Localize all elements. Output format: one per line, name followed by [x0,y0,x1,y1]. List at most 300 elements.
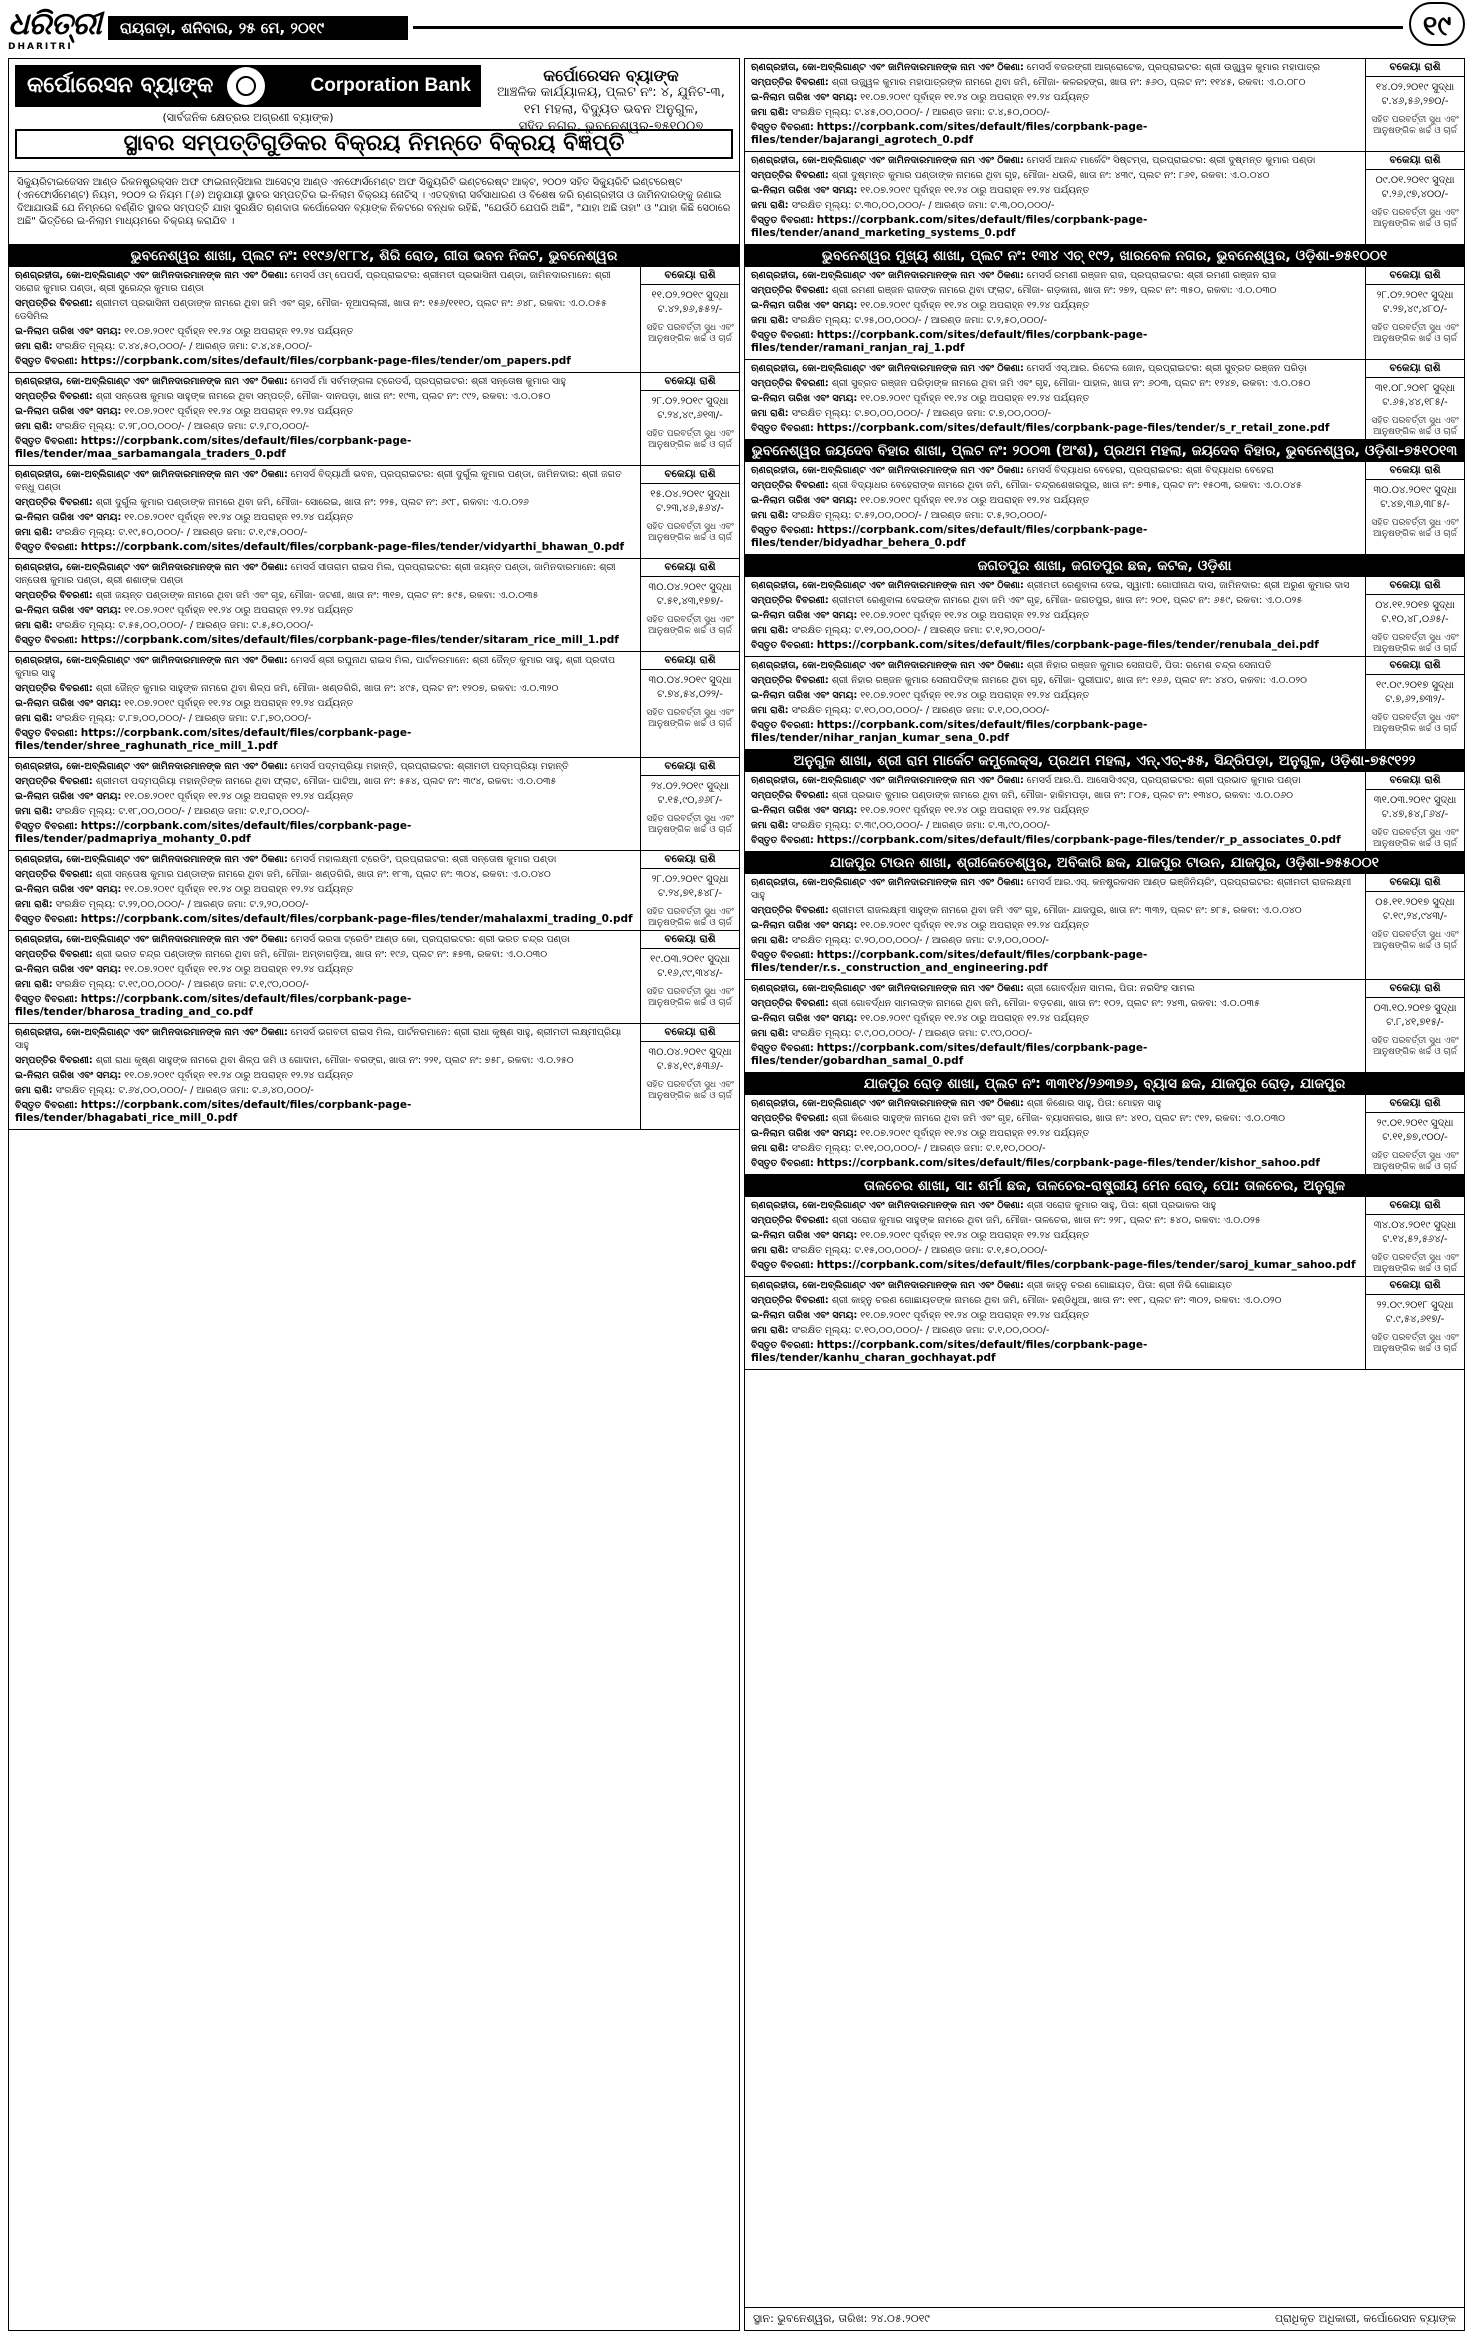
details-row [15,913,633,926]
property-description-row [15,948,633,961]
reserve-price-row [751,509,1358,522]
reserve-price-row [751,199,1358,212]
details-row [751,329,1358,355]
demand-header: ବକେୟା ରାଶି [1366,874,1464,892]
demand-amount: ୧୫.୦୪.୨୦୧୯ ସୁଦ୍ଧା ଟ.୨୩,୪୬,୫୬୪/- [650,489,730,514]
demand-header: ବକେୟା ରାଶି [641,373,739,391]
auction-notice [745,360,1464,440]
tender-link[interactable]: https://corpbank.com/sites/default/files/corpbank-page-files/tender/om_papers.pdf [80,355,571,367]
auction-date: ୧୧.୦୭.୨୦୧୯ ପୂର୍ବାହ୍ନ ୧୧.୨୪ ଠାରୁ ଅପରାହ୍ନ ୧୨.୨୪ ପର୍ଯ୍ୟନ୍ତ [124,698,354,709]
details-label: ବିସ୍ତୃତ ବିବରଣୀ: [751,835,814,846]
branch-header: ଭୁବନେଶ୍ୱର ମୁଖ୍ୟ ଶାଖା, ପ୍ଲଟ ନଂ: ୧୩୪ ଏଚ୍ ୧୯୨, ଖାରବେଳ ନଗର, ଭୁବନେଶ୍ୱର, ଓଡ଼ିଶା-୭୫୧୦୦୧ [745,245,1464,267]
details-row [15,541,633,554]
auction-date-row [751,689,1358,702]
auction-date-row [751,609,1358,622]
details-label: ବିସ୍ତୃତ ବିବରଣୀ: [15,635,78,646]
notice-text [745,267,1364,359]
auction-date: ୧୧.୦୭.୨୦୧୯ ପୂର୍ବାହ୍ନ ୧୧.୨୪ ଠାରୁ ଅପରାହ୍ନ ୧୨.୨୪ ପର୍ଯ୍ୟନ୍ତ [124,406,354,417]
notice-text [745,152,1364,244]
auction-date-label: ଇ-ନିଲାମ ତାରିଖ ଏବଂ ସମୟ: [15,791,122,802]
property-description-label: ସମ୍ପତ୍ତିର ବିବରଣୀ: [751,77,829,88]
details-row [751,719,1358,745]
borrower-details-row [751,982,1358,995]
auction-notice [745,657,1464,750]
borrower-details: ମେସର୍ସ ରମଣୀ ରଞ୍ଜନ ରାଜ, ପ୍ରପ୍ରାଇଟର: ଶ୍ରୀ ରମଣୀ ରଞ୍ଜନ ରାଜ [1026,270,1277,281]
demand-box [640,373,739,465]
auction-date: ୧୧.୦୭.୨୦୧୯ ପୂର୍ବାହ୍ନ ୧୧.୨୪ ଠାରୁ ଅପରାହ୍ନ ୧୨.୨୪ ପର୍ଯ୍ୟନ୍ତ [124,884,354,895]
property-description-row [15,297,633,323]
details-label: ବିସ୍ତୃତ ବିବରଣୀ: [15,1100,78,1111]
borrower-details-row [15,468,633,494]
tender-link[interactable]: https://corpbank.com/sites/default/files/corpbank-page-files/tender/renubala_dei.pdf [816,639,1319,651]
reserve-price: ସଂରକ୍ଷିତ ମୂଲ୍ୟ: ଟ.୨୮,୦୦,୦୦୦/- / ଆରଣ୍ଡ ଜମା: ଟ.୨,୮୦,୦୦୦/- [55,421,310,432]
borrower-details-label: ଋଣଗ୍ରହୀତା, କୋ-ଅବ୍ଲିଗାଣ୍ଟ ଏବଂ ଜାମିନଦାରମାନଙ୍କ ନାମ ଏବଂ ଠିକଣା: [751,270,1024,281]
property-description-label: ସମ୍ପତ୍ତିର ବିବରଣୀ: [751,285,829,296]
office-line: ସହିଦ ନଗର, ଭୁବନେଶ୍ୱର-୭୫୧୦୦୭ [518,119,704,134]
borrower-details-label: ଋଣଗ୍ରହୀତା, କୋ-ଅବ୍ଲିଗାଣ୍ଟ ଏବଂ ଜାମିନଦାରମାନଙ୍କ ନାମ ଏବଂ ଠିକଣା: [15,854,288,865]
property-description-row [15,589,633,602]
details-row [15,727,633,753]
borrower-details-label: ଋଣଗ୍ରହୀତା, କୋ-ଅବ୍ଲିଗାଣ୍ଟ ଏବଂ ଜାମିନଦାରମାନଙ୍କ ନାମ ଏବଂ ଠିକଣା: [751,465,1024,476]
auction-date: ୧୧.୦୭.୨୦୧୯ ପୂର୍ବାହ୍ନ ୧୧.୨୪ ଠାରୁ ଅପରାହ୍ନ ୧୨.୨୪ ପର୍ଯ୍ୟନ୍ତ [860,300,1090,311]
tender-link[interactable]: https://corpbank.com/sites/default/files/corpbank-page-files/tender/bidyadhar_behera_0.pdf [751,524,1148,549]
auction-date-label: ଇ-ନିଲାମ ତାରିଖ ଏବଂ ସମୟ: [751,920,858,931]
property-description: ଶ୍ରୀ ଗୋବର୍ଦ୍ଧନ ସାମଲଙ୍କ ନାମରେ ଥିବା ଜମି, ମୌଜା- ବଡ଼ଚଣା, ଖାତା ନଂ: ୧୦୨, ପ୍ଲଟ ନଂ: ୨୪୩, ରକବା: ଏ.୦.୦୩୫ [831,998,1260,1009]
property-description: ଶ୍ରୀ ଜୟନ୍ତ ପଣ୍ଡାଙ୍କ ନାମରେ ଥିବା ଜମି ଏବଂ ଗୃହ, ମୌଜା- ଜଟଣୀ, ଖାତା ନଂ: ୩୧୭, ପ୍ଲଟ ନଂ: ୫୯୫, ରକବା: ଏ.୦.୦୩୫ [95,590,539,601]
auction-date-row [15,790,633,803]
borrower-details: ଶ୍ରୀମତୀ ରେଣୁବାଳା ଦେଇ, ସ୍ୱାମୀ: ଗୋପୀନାଥ ଦାସ, ଜାମିନଦାର: ଶ୍ରୀ ଅରୁଣ କୁମାର ଦାସ [1026,580,1350,591]
reserve-price-row [751,314,1358,327]
reserve-price: ସଂରକ୍ଷିତ ମୂଲ୍ୟ: ଟ.୨୫,୦୦,୦୦୦/- / ଆରଣ୍ଡ ଜମା: ଟ.୨,୫୦,୦୦୦/- [791,315,1048,326]
property-description: ଶ୍ରୀ ଜୈନ୍ତ କୁମାର ସାହୁଙ୍କ ନାମରେ ଥିବା ଶିଳ୍ପ ଜମି, ମୌଜା- ଖଣ୍ଡଗିରି, ଖାତା ନଂ: ୪୯୫, ପ୍ଲଟ ନଂ: ୧୨୦୭, ରକବା: ଏ.୦.୩୨୦ [95,683,559,694]
borrower-details-row [15,375,633,388]
property-description-row [751,76,1358,89]
borrower-details-row [15,561,633,587]
details-row [751,1259,1358,1272]
borrower-details: ଶ୍ରୀ କାହ୍ନୁ ଚରଣ ଗୋଛାୟତ, ପିତା: ଶ୍ରୀ ନିଭି ଗୋଛାୟତ [1026,1280,1232,1291]
details-label: ବିସ୍ତୃତ ବିବରଣୀ: [751,1158,814,1169]
borrower-details-row [751,1097,1358,1110]
demand-amount: ୦୯.୦୧.୨୦୧୯ ସୁଦ୍ଧା ଟ.୨୬,୯୭,୪୦୦/- [1375,175,1455,200]
auction-date-row [15,963,633,976]
reserve-price: ସଂରକ୍ଷିତ ମୂଲ୍ୟ: ଟ.୩୦,୦୦,୦୦୦/- / ଆରଣ୍ଡ ଜମା: ଟ.୩,୦୦,୦୦୦/- [791,200,1055,211]
tender-link[interactable]: https://corpbank.com/sites/default/files/corpbank-page-files/tender/s_r_retail_zone.pdf [816,422,1330,434]
reserve-price-label: ଜମା ରାଶି: [751,1325,789,1336]
interest-note: ସହିତ ପରବର୍ତ୍ତୀ ସୁଧ ଏବଂ ଆନୁଷଙ୍ଗିକ ଖର୍ଚ୍ଚ ଓ ଚାର୍ଜ [1371,633,1459,654]
tender-link[interactable]: https://corpbank.com/sites/default/files/corpbank-page-files/tender/kanhu_charan_gochhayat.pdf [751,1339,1148,1364]
interest-note: ସହିତ ପରବର୍ତ୍ତୀ ସୁଧ ଏବଂ ଆନୁଷଙ୍ଗିକ ଖର୍ଚ୍ଚ ଓ ଚାର୍ଜ [646,987,734,1008]
interest-note: ସହିତ ପରବର୍ତ୍ତୀ ସୁଧ ଏବଂ ଆନୁଷଙ୍ଗିକ ଖର୍ଚ୍ଚ ଓ ଚାର୍ଜ [646,615,734,636]
reserve-price-label: ଜମା ରାଶି: [751,935,789,946]
branch-header: ଯାଜପୁର ଟାଉନ ଶାଖା, ଶ୍ରୀକେତେଶ୍ୱର, ଅବିକାରି ଛକ, ଯାଜପୁର ଟାଉନ, ଯାଜପୁର, ଓଡ଼ିଶା-୭୫୫୦୦୧ [745,852,1464,874]
details-row [751,214,1358,240]
demand-box [1365,1095,1464,1174]
property-description-label: ସମ୍ପତ୍ତିର ବିବରଣୀ: [15,298,93,309]
reserve-price: ସଂରକ୍ଷିତ ମୂଲ୍ୟ: ଟ.୪୪,୫୦,୦୦୦/- / ଆରଣ୍ଡ ଜମା: ଟ.୪,୪୫,୦୦୦/- [55,341,313,352]
details-label: ବିସ୍ତୃତ ବିବରଣୀ: [15,994,78,1005]
borrower-details: ମେସର୍ସ ଆର.ଏସ୍. କନଷ୍ଟ୍ରକସନ ଆଣ୍ଡ ଇଞ୍ଜିନିୟରିଂ, ପ୍ରପ୍ରାଇଟର: ଶ୍ରୀମତୀ ରାଜଲକ୍ଷ୍ମୀ ସାହୁ [751,877,1352,901]
borrower-details: ମେସର୍ସ ଭଗବତୀ ରାଇସ ମିଲ, ପାର୍ଟନରମାନେ: ଶ୍ରୀ ରାଧା କୃଷ୍ଣ ସାହୁ, ଶ୍ରୀମତୀ ଲକ୍ଷ୍ମୀପ୍ରିୟା ସାହୁ [15,1027,622,1051]
interest-note: ସହିତ ପରବର୍ତ୍ତୀ ସୁଧ ଏବଂ ଆନୁଷଙ୍ଗିକ ଖର୍ଚ୍ଚ ଓ ଚାର୍ଜ [646,814,734,835]
reserve-price: ସଂରକ୍ଷିତ ମୂଲ୍ୟ: ଟ.୧୦,୦୦,୦୦୦/- / ଆରଣ୍ଡ ଜମା: ଟ.୧,୦୦,୦୦୦/- [791,705,1050,716]
auction-notice [745,1095,1464,1175]
property-description-row [751,377,1358,390]
property-description-row [15,496,633,509]
auction-notice [745,267,1464,360]
interest-note: ସହିତ ପରବର୍ତ୍ତୀ ସୁଧ ଏବଂ ଆନୁଷଙ୍ଗିକ ଖର୍ଚ୍ଚ ଓ ଚାର୍ଜ [1371,208,1459,229]
auction-date-label: ଇ-ନିଲାମ ତାରିଖ ଏବଂ ସମୟ: [751,690,858,701]
borrower-details: ମେସର୍ସ ଆର.ପି. ଆସୋସିଏଟ୍ସ, ପ୍ରପ୍ରାଇଟର: ଶ୍ରୀ ପ୍ରଭାତ କୁମାର ପଣ୍ଡା [1026,775,1301,786]
page-number: ୧୯ [1409,2,1465,46]
borrower-details: ମେସର୍ସ ଆନନ୍ଦ ମାର୍କେଟିଂ ସିଷ୍ଟମ୍ସ, ପ୍ରପ୍ରାଇଟର: ଶ୍ରୀ ଦୁଷ୍ମନ୍ତ କୁମାର ପଣ୍ଡା [1026,155,1316,166]
auction-date-row [751,184,1358,197]
auction-date-label: ଇ-ନିଲାମ ତାରିଖ ଏବଂ ସମୟ: [15,964,122,975]
interest-note: ସହିତ ପରବର୍ତ୍ତୀ ସୁଧ ଏବଂ ଆନୁଷଙ୍ଗିକ ଖର୍ଚ୍ଚ ଓ ଚାର୍ଜ [646,522,734,543]
demand-amount: ୧୯.୦୯.୨୦୧୭ ସୁଦ୍ଧା ଟ.୭,୬୨,୭୩୨/- [1376,680,1454,705]
interest-note: ସହିତ ପରବର୍ତ୍ତୀ ସୁଧ ଏବଂ ଆନୁଷଙ୍ଗିକ ଖର୍ଚ୍ଚ ଓ ଚାର୍ଜ [646,907,734,928]
borrower-details-row [751,154,1358,167]
demand-box [640,267,739,372]
bank-office-address [487,67,735,135]
notice-text [9,267,639,372]
auction-notice [9,373,739,466]
dateline: ରାୟଗଡ଼ା, ଶନିବାର, ୨୫ ମେ, ୨୦୧୯ [108,16,408,40]
property-description-row [15,1054,633,1067]
demand-header: ବକେୟା ରାଶି [1366,657,1464,675]
demand-header: ବକେୟା ରାଶି [641,851,739,869]
borrower-details-label: ଋଣଗ୍ରହୀତା, କୋ-ଅବ୍ଲିଗାଣ୍ଟ ଏବଂ ଜାମିନଦାରମାନଙ୍କ ନାମ ଏବଂ ଠିକଣା: [751,363,1024,374]
property-description-label: ସମ୍ପତ୍ତିର ବିବରଣୀ: [751,1295,829,1306]
notice-title: ସ୍ଥାବର ସମ୍ପତ୍ତିଗୁଡିକର ବିକ୍ରୟ ନିମନ୍ତେ ବିକ୍ରୟ ବିଜ୍ଞପ୍ତି [15,129,733,159]
details-label: ବିସ୍ତୃତ ବିବରଣୀ: [751,525,814,536]
interest-note: ସହିତ ପରବର୍ତ୍ତୀ ସୁଧ ଏବଂ ଆନୁଷଙ୍ଗିକ ଖର୍ଚ୍ଚ ଓ ଚାର୍ଜ [1371,323,1459,344]
tender-link[interactable]: https://corpbank.com/sites/default/files/corpbank-page-files/tender/r.s._construction_and_engineering.pdf [751,949,1148,974]
auction-date-row [751,804,1358,817]
property-description: ଶ୍ରୀ ବିଦ୍ୟାଧର ବେହେରାଙ୍କ ନାମରେ ଥିବା ଜମି, ମୌଜା- ଚନ୍ଦ୍ରଶେଖରପୁର, ଖାତା ନଂ: ୭୩୫, ପ୍ଲଟ ନଂ: ୧୫୦୩, ରକବା: ଏ.୦.୦୪୫ [831,480,1302,491]
borrower-details-label: ଋଣଗ୍ରହୀତା, କୋ-ଅବ୍ଲିଗାଣ୍ଟ ଏବଂ ଜାମିନଦାରମାନଙ୍କ ନାମ ଏବଂ ଠିକଣା: [751,983,1024,994]
borrower-details-row [15,933,633,946]
tender-link[interactable]: https://corpbank.com/sites/default/files/corpbank-page-files/tender/gobardhan_samal_0.pdf [751,1042,1148,1067]
demand-header: ବକେୟା ରାଶି [1366,980,1464,998]
borrower-details-label: ଋଣଗ୍ରହୀତା, କୋ-ଅବ୍ଲିଗାଣ୍ଟ ଏବଂ ଜାମିନଦାରମାନଙ୍କ ନାମ ଏବଂ ଠିକଣା: [15,469,288,480]
details-row [751,524,1358,550]
property-description-row [15,868,633,881]
borrower-details-label: ଋଣଗ୍ରହୀତା, କୋ-ଅବ୍ଲିଗାଣ୍ଟ ଏବଂ ଜାମିନଦାରମାନଙ୍କ ନାମ ଏବଂ ଠିକଣା: [15,655,288,666]
demand-box [640,931,739,1023]
reserve-price: ସଂରକ୍ଷିତ ମୂଲ୍ୟ: ଟ.୮୭,୦୦,୦୦୦/- / ଆରଣ୍ଡ ଜମା: ଟ.୮,୭୦,୦୦୦/- [55,713,312,724]
details-label: ବିସ୍ତୃତ ବିବରଣୀ: [15,821,78,832]
demand-header: ବକେୟା ରାଶି [641,652,739,670]
demand-box [1365,577,1464,656]
reserve-price-row [15,619,633,632]
tender-link[interactable]: https://corpbank.com/sites/default/files/corpbank-page-files/tender/saroj_kumar_sahoo.pdf [816,1259,1356,1271]
borrower-details-row [15,269,633,295]
tender-link[interactable]: https://corpbank.com/sites/default/files/corpbank-page-files/tender/r_p_associates_0.pdf [816,834,1341,846]
details-row [751,834,1358,847]
tender-link[interactable]: https://corpbank.com/sites/default/files/corpbank-page-files/tender/bharosa_trading_and_co.pdf [15,993,412,1018]
property-description-label: ସମ୍ପତ୍ତିର ବିବରଣୀ: [15,949,93,960]
property-description-label: ସମ୍ପତ୍ତିର ବିବରଣୀ: [751,905,829,916]
demand-amount: ୩୦.୦୪.୨୦୧୯ ସୁଦ୍ଧା ଟ.୪୭,୩୬,୩୮୫/- [1373,485,1457,510]
reserve-price: ସଂରକ୍ଷିତ ମୂଲ୍ୟ: ଟ.୫୨,୦୦,୦୦୦/- / ଆରଣ୍ଡ ଜମା: ଟ.୫,୨୦,୦୦୦/- [791,510,1048,521]
auction-date-row [15,883,633,896]
auction-notice [745,577,1464,657]
notice-text [9,466,639,558]
notice-intro: ସିକ୍ୟୁରିଟାଇଜେସନ ଆଣ୍ଡ ରିକନଷ୍ଟ୍ରକ୍ସନ ଅଫ ଫାଇନାନ୍ସିଆଲ ଆସେଟ୍ସ ଆଣ୍ଡ ଏନଫୋର୍ସମେଣ୍ଟ ଅଫ ସିକ୍ୟୁରିଟି ଇଣ୍ଟରେଷ୍ଟ ଆକ୍ଟ, ୨୦୦୨ ସହିତ ସିକ୍ୟୁରିଟି ଇଣ୍ଟରେଷ୍ଟ (ଏନଫୋର୍ସମେଣ୍ଟ) ନିୟମ, ୨୦୦୨ ର ନିୟମ ୮(୬) ଅନୁଯାୟୀ ସ୍ଥାବର ସମ୍ପତ୍ତିର ଇ-ନିଲାମ ବିକ୍ରୟ ନୋଟିସ୍ । ଏତଦ୍ଵାରା ସର୍ବସାଧାରଣ ଓ ବିଶେଷ କରି ଋଣଗ୍ରହୀତା ଓ ଜାମିନଦାରଙ୍କୁ ଜଣାଇ ଦିଆଯାଉଛି ଯେ ନିମ୍ନରେ ବର୍ଣ୍ଣିତ ସ୍ଥାବର ସମ୍ପତ୍ତି ଯାହା ସୁରକ୍ଷିତ ଋଣଦାତା କର୍ପୋରେସନ ବ୍ୟାଙ୍କ ନିକଟରେ ବନ୍ଧକ ରହିଛି, "ଯେଉଁଠି ଯେପରି ଅଛି", "ଯାହା ଅଛି ତାହା" ଓ "ଯାହା କିଛି ସେଠାରେ ଅଛି" ଭିତ୍ତିରେ ଇ-ନିଲାମ ମାଧ୍ୟମରେ ବିକ୍ରୟ କରାଯିବ । [9,172,739,245]
auction-date: ୧୧.୦୭.୨୦୧୯ ପୂର୍ବାହ୍ନ ୧୧.୨୪ ଠାରୁ ଅପରାହ୍ନ ୧୨.୨୪ ପର୍ଯ୍ୟନ୍ତ [124,605,354,616]
auction-date-label: ଇ-ନିଲାମ ତାରିଖ ଏବଂ ସମୟ: [751,185,858,196]
borrower-details: ମେସର୍ସ ମହାଲକ୍ଷ୍ମୀ ଟ୍ରେଡିଂ, ପ୍ରପ୍ରାଇଟର: ଶ୍ରୀ ସନ୍ତୋଷ କୁମାର ପଣ୍ଡା [290,854,557,865]
interest-note: ସହିତ ପରବର୍ତ୍ତୀ ସୁଧ ଏବଂ ଆନୁଷଙ୍ଗିକ ଖର୍ଚ୍ଚ ଓ ଚାର୍ଜ [1371,416,1459,437]
reserve-price: ସଂରକ୍ଷିତ ମୂଲ୍ୟ: ଟ.୧୯,୦୦,୦୦୦/- / ଆରଣ୍ଡ ଜମା: ଟ.୧,୯୦,୦୦୦/- [55,979,310,990]
borrower-details: ମେସର୍ସ ବିଦ୍ୟାଧର ବେହେରା, ପ୍ରପ୍ରାଇଟର: ଶ୍ରୀ ବିଦ୍ୟାଧର ବେହେରା [1026,465,1274,476]
reserve-price-label: ଜମା ରାଶି: [15,421,53,432]
borrower-details-label: ଋଣଗ୍ରହୀତା, କୋ-ଅବ୍ଲିଗାଣ୍ଟ ଏବଂ ଜାମିନଦାରମାନଙ୍କ ନାମ ଏବଂ ଠିକଣା: [751,580,1024,591]
reserve-price-row [15,978,633,991]
demand-header: ବକେୟା ରାଶି [641,559,739,577]
reserve-price-label: ଜମା ରାଶି: [751,315,789,326]
borrower-details: ଶ୍ରୀ ନିହାର ରଞ୍ଜନ କୁମାର ସେନାପତି, ପିତା: ରମେଶ ଚନ୍ଦ୍ର ସେନାପତି [1026,660,1272,671]
reserve-price-row [751,1244,1358,1257]
details-label: ବିସ୍ତୃତ ବିବରଣୀ: [15,542,78,553]
property-description: ଶ୍ରୀ ଭରତ ଚନ୍ଦ୍ର ପଣ୍ଡାଙ୍କ ନାମରେ ଥିବା ଜମି, ମୌଜା- ଅମ୍ବାଗଡ଼ିଆ, ଖାତା ନଂ: ୧୯୬, ପ୍ଲଟ ନଂ: ୫୭୩, ରକବା: ଏ.୦.୦୩୦ [95,949,548,960]
interest-note: ସହିତ ପରବର୍ତ୍ତୀ ସୁଧ ଏବଂ ଆନୁଷଙ୍ଗିକ ଖର୍ଚ୍ଚ ଓ ଚାର୍ଜ [1371,1151,1459,1172]
details-row [15,355,633,368]
tender-link[interactable]: https://corpbank.com/sites/default/files/corpbank-page-files/tender/nihar_ranjan_kumar_sena_0.pdf [751,719,1148,744]
auction-notice [9,1024,739,1130]
auction-date: ୧୧.୦୭.୨୦୧୯ ପୂର୍ବାହ୍ନ ୧୧.୨୪ ଠାରୁ ଅପରାହ୍ନ ୧୨.୨୪ ପର୍ଯ୍ୟନ୍ତ [860,185,1090,196]
borrower-details-label: ଋଣଗ୍ରହୀତା, କୋ-ଅବ୍ଲିଗାଣ୍ଟ ଏବଂ ଜାମିନଦାରମାନଙ୍କ ନାମ ଏବଂ ଠିକଣା: [751,660,1024,671]
reserve-price-row [751,1142,1358,1155]
details-row [751,422,1358,435]
reserve-price: ସଂରକ୍ଷିତ ମୂଲ୍ୟ: ଟ.୭୦,୦୦,୦୦୦/- / ଆରଣ୍ଡ ଜମା: ଟ.୭,୦୦,୦୦୦/- [791,408,1052,419]
demand-header: ବକେୟା ରାଶି [641,931,739,949]
reserve-price-row [751,407,1358,420]
demand-amount: ୩୧.୦୮.୨୦୧୮ ସୁଦ୍ଧା ଟ.୬୫,୪୪,୧୮୫/- [1374,383,1456,408]
auction-date: ୧୧.୦୭.୨୦୧୯ ପୂର୍ବାହ୍ନ ୧୧.୨୪ ଠାରୁ ଅପରାହ୍ନ ୧୨.୨୪ ପର୍ଯ୍ୟନ୍ତ [860,1230,1090,1241]
tender-link[interactable]: https://corpbank.com/sites/default/files/corpbank-page-files/tender/padmapriya_mohanty_0.pdf [15,820,412,845]
borrower-details: ମେସର୍ସ ବଜରଙ୍ଗୀ ଆଗ୍ରୋଟେକ, ପ୍ରପ୍ରାଇଟର: ଶ୍ରୀ ଉଜ୍ଜ୍ୱଳ କୁମାର ମହାପାତ୍ର [1026,62,1321,73]
reserve-price: ସଂରକ୍ଷିତ ମୂଲ୍ୟ: ଟ.୨୦,୦୦,୦୦୦/- / ଆରଣ୍ଡ ଜମା: ଟ.୨,୦୦,୦୦୦/- [791,935,1049,946]
demand-amount: ୨୨.୦୯.୨୦୧୮ ସୁଦ୍ଧା ଟ.୯,୫୪,୬୧୭/- [1376,1300,1454,1325]
borrower-details-row [751,1199,1358,1212]
borrower-details: ମେସର୍ସ ସୀତାରାମ ରାଇସ ମିଲ, ପ୍ରପ୍ରାଇଟର: ଶ୍ରୀ ଜୟନ୍ତ ପଣ୍ଡା, ଜାମିନଦାରମାନେ: ଶ୍ରୀ ସନ୍ତୋଷ କୁମାର ପଣ୍ଡା, ଶ୍ରୀ ଶଶାଙ୍କ ପଣ୍ଡା [15,562,616,586]
details-label: ବିସ୍ତୃତ ବିବରଣୀ: [751,122,814,133]
demand-amount: ୧୧.୦୨.୨୦୧୯ ସୁଦ୍ଧା ଟ.୪୨,୭୬,୫୫୨/- [651,290,729,315]
tender-link[interactable]: https://corpbank.com/sites/default/files/corpbank-page-files/tender/shree_raghunath_rice_mill_1.pdf [15,727,412,752]
auction-date: ୧୧.୦୭.୨୦୧୯ ପୂର୍ବାହ୍ନ ୧୧.୨୪ ଠାରୁ ଅପରାହ୍ନ ୧୨.୨୪ ପର୍ଯ୍ୟନ୍ତ [860,1128,1090,1139]
borrower-details-label: ଋଣଗ୍ରହୀତା, କୋ-ଅବ୍ଲିଗାଣ୍ଟ ଏବଂ ଜାମିନଦାରମାନଙ୍କ ନାମ ଏବଂ ଠିକଣା: [751,1280,1024,1291]
reserve-price-label: ଜମା ରାଶି: [15,1085,53,1096]
left-column [8,58,740,2331]
property-description-label: ସମ୍ପତ୍ତିର ବିବରଣୀ: [751,790,829,801]
details-label: ବିସ୍ତୃତ ବିବରଣୀ: [751,330,814,341]
property-description: ଶ୍ରୀ ନିହାର ରଞ୍ଜନ କୁମାର ସେନାପତିଙ୍କ ନାମରେ ଥିବା ଗୃହ, ମୌଜା- ପୁରୀଘାଟ, ଖାତା ନଂ: ୧୬୬, ପ୍ଲଟ ନଂ: ୪୪୦, ରକବା: ଏ.୦.୦୨୦ [831,675,1307,686]
property-description: ଶ୍ରୀମତୀ ପଦ୍ମପ୍ରିୟା ମହାନ୍ତିଙ୍କ ନାମରେ ଥିବା ଫ୍ଲାଟ, ମୌଜା- ପାଟିଆ, ଖାତା ନଂ: ୫୫୪, ପ୍ଲଟ ନଂ: ୩୯୪, ରକବା: ଏ.୦.୦୩୫ [95,776,557,787]
property-description: ଶ୍ରୀ ଉଜ୍ଜ୍ୱଳ କୁମାର ମହାପାତ୍ରଙ୍କ ନାମରେ ଥିବା ଜମି, ମୌଜା- କଳରହଙ୍ଗ, ଖାତା ନଂ: ୫୬୦, ପ୍ଲଟ ନଂ: ୧୧୪୫, ରକବା: ଏ.୦.୦୮୦ [831,77,1306,88]
masthead [8,0,1465,52]
auction-date: ୧୧.୦୭.୨୦୧୯ ପୂର୍ବାହ୍ନ ୧୧.୨୪ ଠାରୁ ଅପରାହ୍ନ ୧୨.୨୪ ପର୍ଯ୍ୟନ୍ତ [860,92,1090,103]
details-label: ବିସ୍ତୃତ ବିବରଣୀ: [751,1340,814,1351]
interest-note: ସହିତ ପରବର୍ତ୍ତୀ ସୁଧ ଏବଂ ଆନୁଷଙ୍ଗିକ ଖର୍ଚ୍ଚ ଓ ଚାର୍ଜ [1371,1253,1459,1274]
reserve-price-label: ଜମା ରାଶି: [751,705,789,716]
reserve-price-row [751,704,1358,717]
reserve-price-row [15,420,633,433]
branch-header: ତାଳଚେର ଶାଖା, ସା: ଶର୍ମା ଛକ, ତାଳଚେର-ରାଷ୍ଟ୍ରୀୟ ମେନ ରୋଡ୍, ପୋ: ତାଳଚେର, ଅନୁଗୁଳ [745,1175,1464,1197]
auction-date: ୧୧.୦୭.୨୦୧୯ ପୂର୍ବାହ୍ନ ୧୧.୨୪ ଠାରୁ ଅପରାହ୍ନ ୧୨.୨୪ ପର୍ଯ୍ୟନ୍ତ [860,495,1090,506]
interest-note: ସହିତ ପରବର୍ତ୍ତୀ ସୁଧ ଏବଂ ଆନୁଷଙ୍ଗିକ ଖର୍ଚ୍ଚ ଓ ଚାର୍ଜ [1371,1333,1459,1354]
auction-date: ୧୧.୦୭.୨୦୧୯ ପୂର୍ବାହ୍ନ ୧୧.୨୪ ଠାରୁ ଅପରାହ୍ନ ୧୨.୨୪ ପର୍ଯ୍ୟନ୍ତ [124,791,354,802]
property-description-row [751,479,1358,492]
branch-header: ଜଗତପୁର ଶାଖା, ଜଗତପୁର ଛକ, କଟକ, ଓଡ଼ିଶା [745,555,1464,577]
auction-notice [9,267,739,373]
auction-notice [9,851,739,931]
demand-box [640,559,739,651]
reserve-price-label: ଜମା ରାଶି: [751,1028,789,1039]
logo-subtext: DHARITRI [8,42,73,52]
demand-amount: ୨୮.୦୨.୨୦୧୯ ସୁଦ୍ଧା ଟ.୨୪,୪୯,୬୧୩/- [651,396,729,421]
tender-link[interactable]: https://corpbank.com/sites/default/files/corpbank-page-files/tender/bajarangi_agrotech_0.pdf [751,121,1148,146]
property-description-row [751,1294,1358,1307]
demand-header: ବକେୟା ରାଶି [1366,772,1464,790]
property-description: ଶ୍ରୀ ରାଧା କୃଷ୍ଣ ସାହୁଙ୍କ ନାମରେ ଥିବା ଶିଳ୍ପ ଜମି ଓ ଗୋଦାମ, ମୌଜା- ବରଙ୍ଗ, ଖାତା ନଂ: ୨୨୧, ପ୍ଲଟ ନଂ: ୭୫୮, ରକବା: ଏ.୦.୨୫୦ [95,1055,574,1066]
demand-amount: ୦୪.୧୧.୨୦୧୭ ସୁଦ୍ଧା ଟ.୧୦,୪୮,୦୬୫/- [1375,600,1455,625]
borrower-details-row [751,269,1358,282]
auction-notice [9,758,739,851]
logo-text: ଧରିତ୍ରୀ [8,6,101,42]
details-row [15,1099,633,1125]
property-description: ଶ୍ରୀ କିଶୋର ସାହୁଙ୍କ ନାମରେ ଥିବା ଜମି ଏବଂ ଗୃହ, ମୌଜା- ବ୍ୟାସନଗର, ଖାତା ନଂ: ୪୧୦, ପ୍ଲଟ ନଂ: ୯୧୨, ରକବା: ଏ.୦.୦୩୦ [831,1113,1286,1124]
reserve-price-label: ଜମା ରାଶି: [15,527,53,538]
demand-box [640,758,739,850]
property-description-label: ସମ୍ପତ୍ତିର ବିବରଣୀ: [15,1055,93,1066]
auction-date: ୧୧.୦୭.୨୦୧୯ ପୂର୍ବାହ୍ନ ୧୧.୨୪ ଠାରୁ ଅପରାହ୍ନ ୧୨.୨୪ ପର୍ଯ୍ୟନ୍ତ [860,610,1090,621]
tender-link[interactable]: https://corpbank.com/sites/default/files/corpbank-page-files/tender/bhagabati_rice_mill_0.pdf [15,1099,412,1124]
tender-link[interactable]: https://corpbank.com/sites/default/files/corpbank-page-files/tender/vidyarthi_bhawan_0.pdf [80,541,625,553]
demand-box [1365,874,1464,979]
reserve-price: ସଂରକ୍ଷିତ ମୂଲ୍ୟ: ଟ.୧୨,୦୦,୦୦୦/- / ଆରଣ୍ଡ ଜମା: ଟ.୧,୨୦,୦୦୦/- [791,625,1046,636]
property-description: ଶ୍ରୀମତୀ ରାଜଲକ୍ଷ୍ମୀ ସାହୁଙ୍କ ନାମରେ ଥିବା ଜମି ଏବଂ ଗୃହ, ମୌଜା- ଯାଜପୁର, ଖାତା ନଂ: ୩୩୨, ପ୍ଲଟ ନଂ: ୭୮୫, ରକବା: ଏ.୦.୦୪୦ [831,905,1302,916]
notice-text [745,462,1364,554]
notice-text [9,758,639,850]
property-description-label: ସମ୍ପତ୍ତିର ବିବରଣୀ: [751,998,829,1009]
auction-date-label: ଇ-ନିଲାମ ତାରିଖ ଏବଂ ସମୟ: [751,92,858,103]
reserve-price: ସଂରକ୍ଷିତ ମୂଲ୍ୟ: ଟ.୧୧,୦୦,୦୦୦/- / ଆରଣ୍ଡ ଜମା: ଟ.୧,୧୦,୦୦୦/- [791,1143,1046,1154]
right-column [744,58,1465,2331]
tender-link[interactable]: https://corpbank.com/sites/default/files/corpbank-page-files/tender/kishor_sahoo.pdf [816,1157,1320,1169]
signature-footer [745,2307,1464,2330]
details-label: ବିସ୍ତୃତ ବିବରଣୀ: [751,950,814,961]
interest-note: ସହିତ ପରବର୍ତ୍ତୀ ସୁଧ ଏବଂ ଆନୁଷଙ୍ଗିକ ଖର୍ଚ୍ଚ ଓ ଚାର୍ଜ [646,708,734,729]
notice-text [745,59,1364,151]
reserve-price-label: ଜମା ରାଶି: [15,899,53,910]
notice-text [745,360,1364,439]
tender-link[interactable]: https://corpbank.com/sites/default/files/corpbank-page-files/tender/maa_sarbamangala_traders_0.pdf [15,435,412,460]
bank-emblem-icon [227,67,265,105]
property-description-label: ସମ୍ପତ୍ତିର ବିବରଣୀ: [15,683,93,694]
property-description-row [751,1112,1358,1125]
demand-box [1365,772,1464,851]
auction-notice [9,931,739,1024]
reserve-price-label: ଜମା ରାଶି: [15,979,53,990]
reserve-price-label: ଜମା ରାଶି: [15,620,53,631]
reserve-price-row [751,819,1358,832]
reserve-price-row [15,340,633,353]
auction-notice [9,466,739,559]
auction-date-label: ଇ-ନିଲାମ ତାରିଖ ଏବଂ ସମୟ: [751,610,858,621]
reserve-price-row [15,805,633,818]
auction-date: ୧୧.୦୭.୨୦୧୯ ପୂର୍ବାହ୍ନ ୧୧.୨୪ ଠାରୁ ଅପରାହ୍ନ ୧୨.୨୪ ପର୍ଯ୍ୟନ୍ତ [124,512,354,523]
demand-header: ବକେୟା ରାଶି [1366,462,1464,480]
demand-box [1365,59,1464,151]
borrower-details: ମେସର୍ସ ଶ୍ରୀ ରଘୁନାଥ ରାଇସ ମିଲ, ପାର୍ଟନରମାନେ: ଶ୍ରୀ ଜୈନ୍ତ କୁମାର ସାହୁ, ଶ୍ରୀ ପ୍ରଦୀପ କୁମାର ସାହୁ [15,655,616,679]
auction-date: ୧୧.୦୭.୨୦୧୯ ପୂର୍ବାହ୍ନ ୧୧.୨୪ ଠାରୁ ଅପରାହ୍ନ ୧୨.୨୪ ପର୍ଯ୍ୟନ୍ତ [860,690,1090,701]
demand-amount: ୩୦.୦୪.୨୦୧୯ ସୁଦ୍ଧା ଟ.୭୪,୫୪,୦୨୨/- [648,675,732,700]
auction-date-row [751,392,1358,405]
auction-notice [745,874,1464,980]
demand-header: ବକେୟା ରାଶି [1366,1197,1464,1215]
borrower-details-row [751,774,1358,787]
reserve-price-label: ଜମା ରାଶି: [751,200,789,211]
property-description-row [751,594,1358,607]
demand-amount: ୩୪.୦୪.୨୦୧୯ ସୁଦ୍ଧା ଟ.୧୪,୫୨,୫୬୪/- [1373,1220,1457,1245]
borrower-details: ମେସର୍ସ ବିଦ୍ୟାର୍ଥୀ ଭବନ, ପ୍ରପ୍ରାଇଟର: ଶ୍ରୀ ଦୁର୍ଗୁଲ କୁମାର ପଣ୍ଡା, ଜାମିନଦାର: ଶ୍ରୀ ଜଗତ ବନ୍ଧୁ ପଣ୍ଡା [15,469,622,493]
details-row [751,639,1358,652]
reserve-price: ସଂରକ୍ଷିତ ମୂଲ୍ୟ: ଟ.୨୨,୦୦,୦୦୦/- / ଆରଣ୍ଡ ଜମା: ଟ.୨,୨୦,୦୦୦/- [55,899,309,910]
property-description-label: ସମ୍ପତ୍ତିର ବିବରଣୀ: [15,497,93,508]
notice-text [745,1095,1364,1174]
auction-notice [745,772,1464,852]
reserve-price: ସଂରକ୍ଷିତ ମୂଲ୍ୟ: ଟ.୧୮,୦୦,୦୦୦/- / ଆରଣ୍ଡ ଜମା: ଟ.୧,୮୦,୦୦୦/- [55,806,310,817]
tender-link[interactable]: https://corpbank.com/sites/default/files/corpbank-page-files/tender/ramani_ranjan_raj_1.pdf [751,329,1148,354]
auction-date-label: ଇ-ନିଲାମ ତାରିଖ ଏବଂ ସମୟ: [751,300,858,311]
auction-date-label: ଇ-ନିଲାମ ତାରିଖ ଏବଂ ସମୟ: [15,605,122,616]
property-description-label: ସମ୍ପତ୍ତିର ବିବରଣୀ: [15,869,93,880]
auction-date-label: ଇ-ନିଲାମ ତାରିଖ ଏବଂ ସମୟ: [15,406,122,417]
notice-text [745,1277,1364,1369]
reserve-price-row [751,106,1358,119]
property-description-row [751,789,1358,802]
details-row [15,435,633,461]
notice-text [9,1024,639,1129]
demand-box [1365,462,1464,554]
interest-note: ସହିତ ପରବର୍ତ୍ତୀ ସୁଧ ଏବଂ ଆନୁଷଙ୍ଗିକ ଖର୍ଚ୍ଚ ଓ ଚାର୍ଜ [1371,930,1459,951]
psu-line: (ସାର୍ବଜନିକ କ୍ଷେତ୍ରର ଅଗ୍ରଣୀ ବ୍ୟାଙ୍କ) [162,111,334,124]
reserve-price-row [15,712,633,725]
notice-text [9,559,639,651]
reserve-price-row [751,1027,1358,1040]
demand-amount: ୩୦.୦୪.୨୦୧୯ ସୁଦ୍ଧା ଟ.୫୪,୧୯,୫୩୬/- [648,1047,732,1072]
reserve-price-label: ଜମା ରାଶି: [751,510,789,521]
tender-link[interactable]: https://corpbank.com/sites/default/files/corpbank-page-files/tender/mahalaxmi_trading_0.pdf [80,913,633,925]
details-row [751,949,1358,975]
auction-date-row [15,325,633,338]
details-label: ବିସ୍ତୃତ ବିବରଣୀ: [15,436,78,447]
borrower-details-label: ଋଣଗ୍ରହୀତା, କୋ-ଅବ୍ଲିଗାଣ୍ଟ ଏବଂ ଜାମିନଦାରମାନଙ୍କ ନାମ ଏବଂ ଠିକଣା: [751,155,1024,166]
auction-date: ୧୧.୦୭.୨୦୧୯ ପୂର୍ବାହ୍ନ ୧୧.୨୪ ଠାରୁ ଅପରାହ୍ନ ୧୨.୨୪ ପର୍ଯ୍ୟନ୍ତ [124,326,354,337]
property-description-row [751,904,1358,917]
tender-link[interactable]: https://corpbank.com/sites/default/files/corpbank-page-files/tender/sitaram_rice_mill_1.pdf [80,634,619,646]
reserve-price-label: ଜମା ରାଶି: [751,625,789,636]
auction-date-row [751,1309,1358,1322]
reserve-price-label: ଜମା ରାଶି: [15,806,53,817]
auction-date-label: ଇ-ନିଲାମ ତାରିଖ ଏବଂ ସମୟ: [15,884,122,895]
reserve-price: ସଂରକ୍ଷିତ ମୂଲ୍ୟ: ଟ.୩୯,୦୦,୦୦୦/- / ଆରଣ୍ଡ ଜମା: ଟ.୩,୯୦,୦୦୦/- [791,820,1051,831]
borrower-details: ମେସର୍ସ ଭରସା ଟ୍ରେଡିଂ ଆଣ୍ଡ କୋ, ପ୍ରପ୍ରାଇଟର: ଶ୍ରୀ ଭରତ ଚନ୍ଦ୍ର ପଣ୍ଡା [290,934,570,945]
interest-note: ସହିତ ପରବର୍ତ୍ତୀ ସୁଧ ଏବଂ ଆନୁଷଙ୍ଗିକ ଖର୍ଚ୍ଚ ଓ ଚାର୍ଜ [1371,713,1459,734]
auction-date-row [15,697,633,710]
tender-link[interactable]: https://corpbank.com/sites/default/files/corpbank-page-files/tender/anand_marketing_systems_0.pdf [751,214,1148,239]
